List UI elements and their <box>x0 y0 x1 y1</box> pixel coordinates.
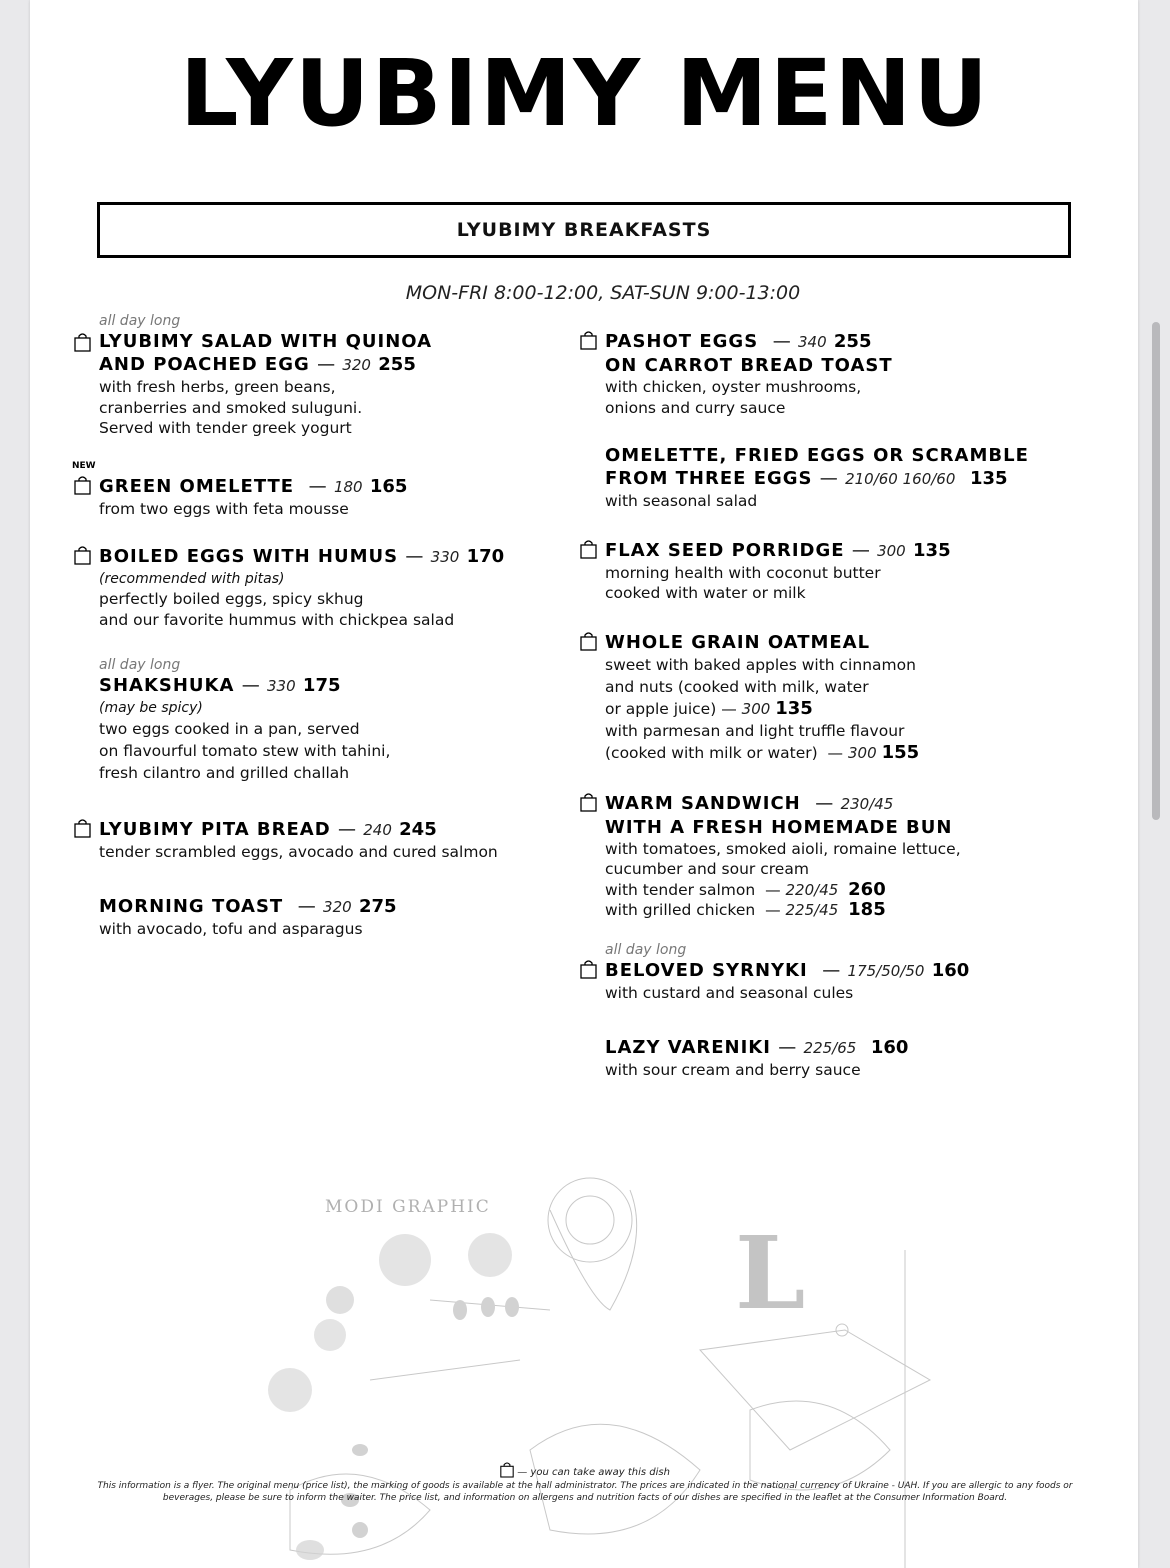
dish-description: onions and curry sauce <box>605 398 786 417</box>
art-letter: L <box>735 1214 806 1332</box>
takeaway-bag-icon <box>74 819 91 838</box>
dish-price: 275 <box>358 895 397 917</box>
dish-price: 165 <box>369 475 408 497</box>
takeaway-bag-icon <box>74 476 91 495</box>
dish-name: LYUBIMY SALAD WITH QUINOA <box>99 331 433 352</box>
dish-note: (may be spicy) <box>99 700 203 716</box>
all-day-label: all day long <box>605 941 687 958</box>
decorative-botanical-illustration <box>230 1150 990 1568</box>
dish-price: 255 <box>378 354 416 375</box>
dish-price: 245 <box>399 819 437 840</box>
dish-weight: 320 <box>342 356 371 374</box>
section-header: LYUBIMY BREAKFASTS <box>97 202 1071 258</box>
dish-price: 175 <box>302 675 341 696</box>
dish-weight: 175/50/50 <box>847 961 925 980</box>
menu-item-boiled-eggs: BOILED EGGS WITH HUMUS — 330 170 (recommended with pitas) perfectly boiled eggs, spicy skhug and our favorite hummus with chickpea salad <box>72 545 552 630</box>
dish-description: from two eggs with feta mousse <box>99 499 349 518</box>
dish-weight: 300 <box>877 541 906 560</box>
menu-item-lazy-vareniki: LAZY VARENIKI — 225/65 160 with sour cream and berry sauce <box>578 1036 1048 1081</box>
dish-name: LYUBIMY PITA BREAD <box>99 819 331 840</box>
all-day-label: all day long <box>99 313 181 329</box>
dish-price: 135 <box>913 539 951 561</box>
menu-item-omelette-fried-eggs: OMELETTE, FRIED EGGS OR SCRAMBLE FROM THREE EGGS — 210/60 160/60 135 with seasonal salad <box>578 444 1048 512</box>
dish-description: with seasonal salad <box>605 492 758 510</box>
page-title: LYUBIMY MENU <box>179 40 991 147</box>
takeaway-legend-text: — you can take away this dish <box>517 1467 670 1478</box>
dish-description: with tomatoes, smoked aioli, romaine lettuce, <box>605 839 961 858</box>
dish-description: cucumber and sour cream <box>605 860 809 878</box>
dish-note: (recommended with pitas) <box>99 571 285 587</box>
dish-description: perfectly boiled eggs, spicy skhug <box>99 590 364 608</box>
dish-description: with custard and seasonal cules <box>605 983 854 1002</box>
new-badge: NEW <box>72 460 96 471</box>
dish-description: two eggs cooked in a pan, served <box>99 720 360 738</box>
dish-description: sweet with baked apples with cinnamon <box>605 655 916 674</box>
dish-description: on flavourful tomato stew with tahini, <box>99 742 391 760</box>
menu-item-syrnyki: all day long BELOVED SYRNYKI — 175/50/50 160 with custard and seasonal cules <box>578 941 1048 1004</box>
menu-item-oatmeal: WHOLE GRAIN OATMEAL sweet with baked apples with cinnamon and nuts (cooked with milk, water or apple juice) — 300 135 with parmesan and light truffle flavour (cooked with milk or water) — 300 155 <box>578 631 1048 764</box>
dish-weight: 300 <box>847 743 877 762</box>
all-day-label: all day long <box>99 657 181 673</box>
dish-description: with parmesan and light truffle flavour <box>605 721 905 740</box>
dish-weight: 320 <box>323 897 352 916</box>
takeaway-legend <box>0 1462 1170 1478</box>
takeaway-bag-icon <box>580 540 597 559</box>
dish-weight: 300 <box>741 699 771 718</box>
dish-weight: 230/45 <box>840 794 894 813</box>
takeaway-bag-icon <box>580 632 597 651</box>
takeaway-bag-icon <box>580 331 597 350</box>
menu-item-warm-sandwich: WARM SANDWICH — 230/45 WITH A FRESH HOMEMADE BUN with tomatoes, smoked aioli, romaine lettuce, cucumber and sour cream with tender salmon — 220/45 260 with grilled chicken — 225/45 185 <box>578 792 1048 921</box>
dish-description: with sour cream and berry sauce <box>605 1061 861 1079</box>
dish-description: morning health with coconut butter <box>605 563 881 582</box>
takeaway-bag-icon <box>500 1462 514 1478</box>
dish-price: 160 <box>870 1037 909 1058</box>
dish-price: 255 <box>833 331 872 352</box>
dish-weight: 240 <box>363 821 392 839</box>
menu-item-morning-toast: MORNING TOAST — 320 275 with avocado, tofu and asparagus <box>72 895 552 940</box>
dish-price: 160 <box>931 959 970 981</box>
dish-description: and our favorite hummus with chickpea salad <box>99 610 455 629</box>
dish-name: WITH A FRESH HOMEMADE BUN <box>605 816 953 838</box>
takeaway-bag-icon <box>580 960 597 979</box>
dish-option: with tender salmon <box>605 880 756 899</box>
dish-description: cooked with water or milk <box>605 584 806 602</box>
menu-item-pashot-eggs: PASHOT EGGS — 340 255 ON CARROT BREAD TOAST with chicken, oyster mushrooms, onions and curry sauce <box>578 330 1048 418</box>
menu-item-pita: LYUBIMY PITA BREAD — 240 245 tender scrambled eggs, avocado and cured salmon <box>72 818 552 863</box>
dish-price: 260 <box>848 878 886 900</box>
opening-hours: MON-FRI 8:00-12:00, SAT-SUN 9:00-13:00 <box>405 282 801 304</box>
dish-weight: 330 <box>267 677 296 695</box>
dish-description: (cooked with milk or water) <box>605 743 818 762</box>
dish-description: fresh cilantro and grilled challah <box>99 764 350 782</box>
dish-description: cranberries and smoked suluguni. <box>99 398 363 417</box>
dish-weight: 340 <box>797 333 827 351</box>
dish-description: tender scrambled eggs, avocado and cured salmon <box>99 843 498 861</box>
menu-item-green-omelette: NEW GREEN OMELETTE — 180 165 from two eggs with feta mousse <box>72 475 552 520</box>
menu-item-salad: all day long LYUBIMY SALAD WITH QUINOA AND POACHED EGG — 320 255 with fresh herbs, green beans, cranberries and smoked suluguni. Served with tender greek yogurt <box>72 312 552 439</box>
dish-name: OMELETTE, FRIED EGGS OR SCRAMBLE <box>605 445 1029 466</box>
dish-option: with grilled chicken <box>605 901 756 919</box>
dish-price: 185 <box>848 899 886 920</box>
menu-item-flax-porridge: FLAX SEED PORRIDGE — 300 135 morning health with coconut butter cooked with water or milk <box>578 539 1048 604</box>
dish-price: 170 <box>466 546 505 567</box>
dish-name: BELOVED SYRNYKI <box>605 959 808 981</box>
art-caption: MODI GRAPHIC <box>325 1197 491 1217</box>
dish-weight: 225/65 <box>803 1039 857 1057</box>
dish-price: 155 <box>881 741 920 763</box>
dish-weight: 225/45 <box>785 901 839 919</box>
dish-name: WARM SANDWICH <box>605 792 801 814</box>
dish-description: and nuts (cooked with milk, water <box>605 677 869 696</box>
dish-description: with fresh herbs, green beans, <box>99 378 336 396</box>
dish-name: GREEN OMELETTE <box>99 475 295 497</box>
menu-column-left <box>72 312 552 939</box>
dish-description: or apple juice) <box>605 699 717 718</box>
dish-name: WHOLE GRAIN OATMEAL <box>605 631 871 653</box>
scrollbar-thumb[interactable] <box>1152 322 1160 820</box>
dish-description: Served with tender greek yogurt <box>99 419 352 437</box>
dish-weight: 210/60 160/60 <box>845 470 956 488</box>
dish-name: MORNING TOAST <box>99 895 284 917</box>
dish-name: LAZY VARENIKI <box>605 1037 771 1058</box>
menu-item-shakshuka: all day long SHAKSHUKA — 330 175 (may be spicy) two eggs cooked in a pan, served on flavourful tomato stew with tahini, fresh cilantro and grilled challah <box>72 656 552 784</box>
dish-name: ON CARROT BREAD TOAST <box>605 355 893 376</box>
legal-disclaimer: This information is a flyer. The original menu (price list), the marking of goods is available at the hall administrator. The prices are indicated in the national currency of Ukraine - UAH. If you are allergic to any foods or beverages, please be sure to inform the waiter. The price list, and information on allergens and nutrition facts of our dishes are specified in the leaflet at the Consumer Information Board. <box>97 1481 1073 1503</box>
dish-description: with chicken, oyster mushrooms, <box>605 378 862 396</box>
dish-weight: 180 <box>333 477 363 496</box>
dish-price: 135 <box>775 697 813 719</box>
dish-price: 135 <box>969 468 1008 489</box>
dish-weight: 220/45 <box>785 880 839 899</box>
dish-weight: 330 <box>430 548 460 566</box>
takeaway-bag-icon <box>74 333 91 352</box>
dish-name: BOILED EGGS WITH HUMUS <box>99 546 399 567</box>
dish-name: PASHOT EGGS <box>605 331 759 352</box>
dish-name: FROM THREE EGGS <box>605 468 813 489</box>
menu-column-right <box>578 330 1048 1081</box>
dish-name: FLAX SEED PORRIDGE <box>605 539 845 561</box>
dish-name: AND POACHED EGG <box>99 354 310 375</box>
takeaway-bag-icon <box>580 793 597 812</box>
takeaway-bag-icon <box>74 546 91 565</box>
dish-name: SHAKSHUKA <box>99 675 235 696</box>
dish-description: with avocado, tofu and asparagus <box>99 919 363 938</box>
